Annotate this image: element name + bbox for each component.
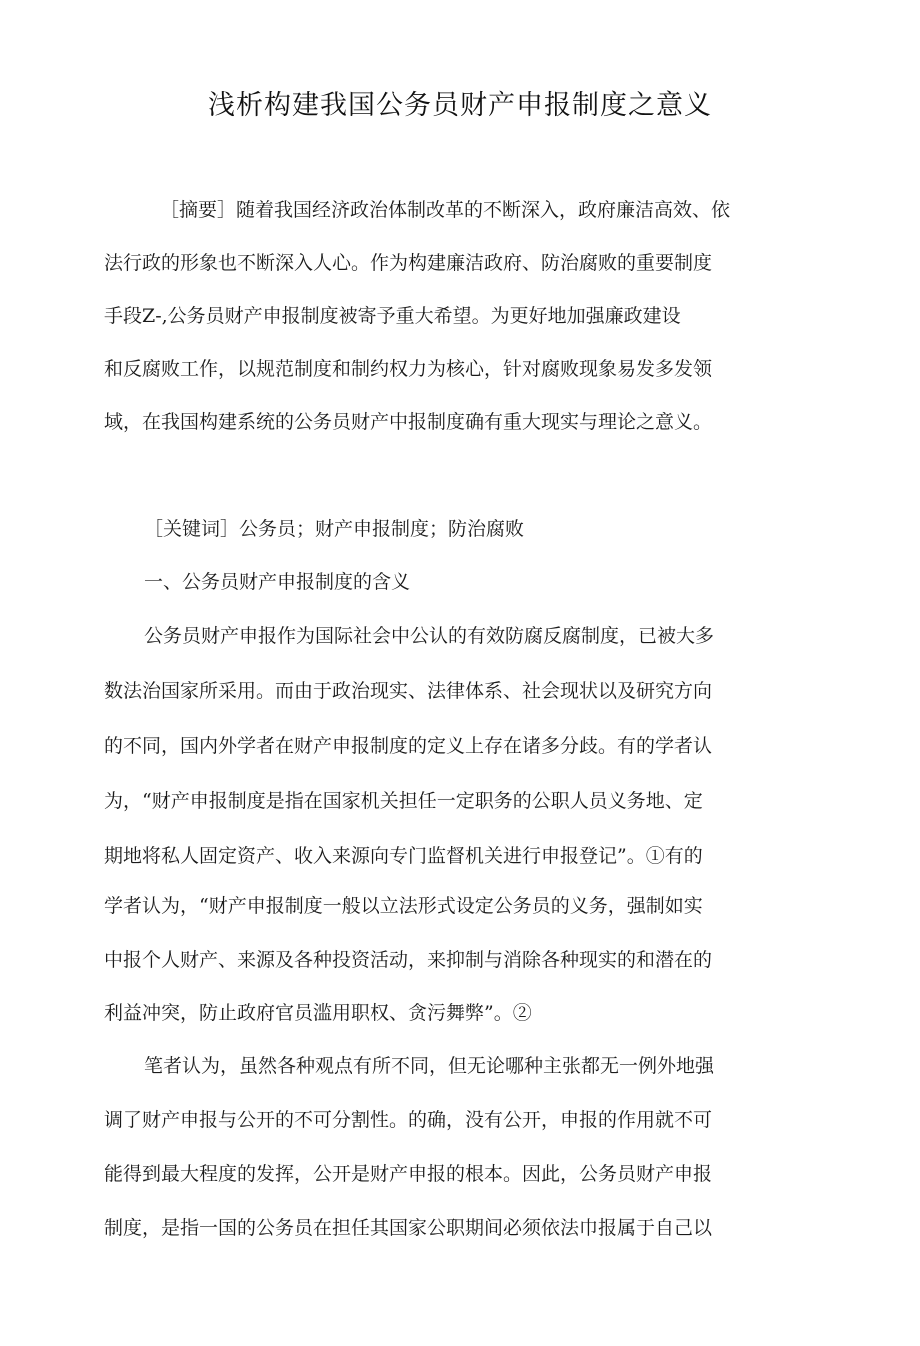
section-heading: 一、公务员财产申报制度的含义 [144,571,411,593]
paragraph-line: 为，“财产申报制度是指在国家机关担任一定职务的公职人员义务地、定 [104,790,703,812]
paragraph-line: 笔者认为，虽然各种观点有所不同，但无论哪种主张都无一例外地强 [144,1055,715,1077]
paragraph-line: 学者认为，“财产申报制度一般以立法形式设定公务员的义务，强制如实 [104,895,703,917]
abstract-line: 法行政的形象也不断深入人心。作为构建廉洁政府、防治腐败的重要制度 [104,252,713,274]
paragraph-line: 期地将私人固定资产、收入来源向专门监督机关进行申报登记”。①有的 [104,845,703,867]
abstract-line: ［摘要］随着我国经济政治体制改革的不断深入，政府廉洁高效、依 [160,199,731,221]
page-title: 浅析构建我国公务员财产申报制度之意义 [208,90,712,121]
paragraph-line: 利益冲突，防止政府官员滥用职权、贪污舞弊”。② [104,1002,532,1024]
paragraph-line: 调了财产申报与公开的不可分割性。的确，没有公开，申报的作用就不可 [104,1109,713,1131]
paragraph-line: 数法治国家所采用。而由于政治现实、法律体系、社会现状以及研究方向 [104,680,713,702]
paragraph-line: 能得到最大程度的发挥，公开是财产申报的根本。因此，公务员财产申报 [104,1163,713,1185]
abstract-line: 域，在我国构建系统的公务员财产中报制度确有重大现实与理论之意义。 [104,411,713,433]
paragraph-line: 公务员财产申报作为国际社会中公认的有效防腐反腐制度，已被大多 [144,625,715,647]
paragraph-line: 制度，是指一国的公务员在担任其国家公职期间必须依法巾报属于自己以 [104,1217,713,1239]
abstract-line: 手段Z-,公务员财产申报制度被寄予重大希望。为更好地加强廉政建设 [104,305,681,327]
keywords: ［关键词］公务员；财产申报制度；防治腐败 [144,518,525,540]
paragraph-line: 的不同，国内外学者在财产申报制度的定义上存在诸多分歧。有的学者认 [104,735,713,757]
abstract-line: 和反腐败工作，以规范制度和制约权力为核心，针对腐败现象易发多发领 [104,358,713,380]
paragraph-line: 中报个人财产、来源及各种投资活动，来抑制与消除各种现实的和潜在的 [104,949,713,971]
